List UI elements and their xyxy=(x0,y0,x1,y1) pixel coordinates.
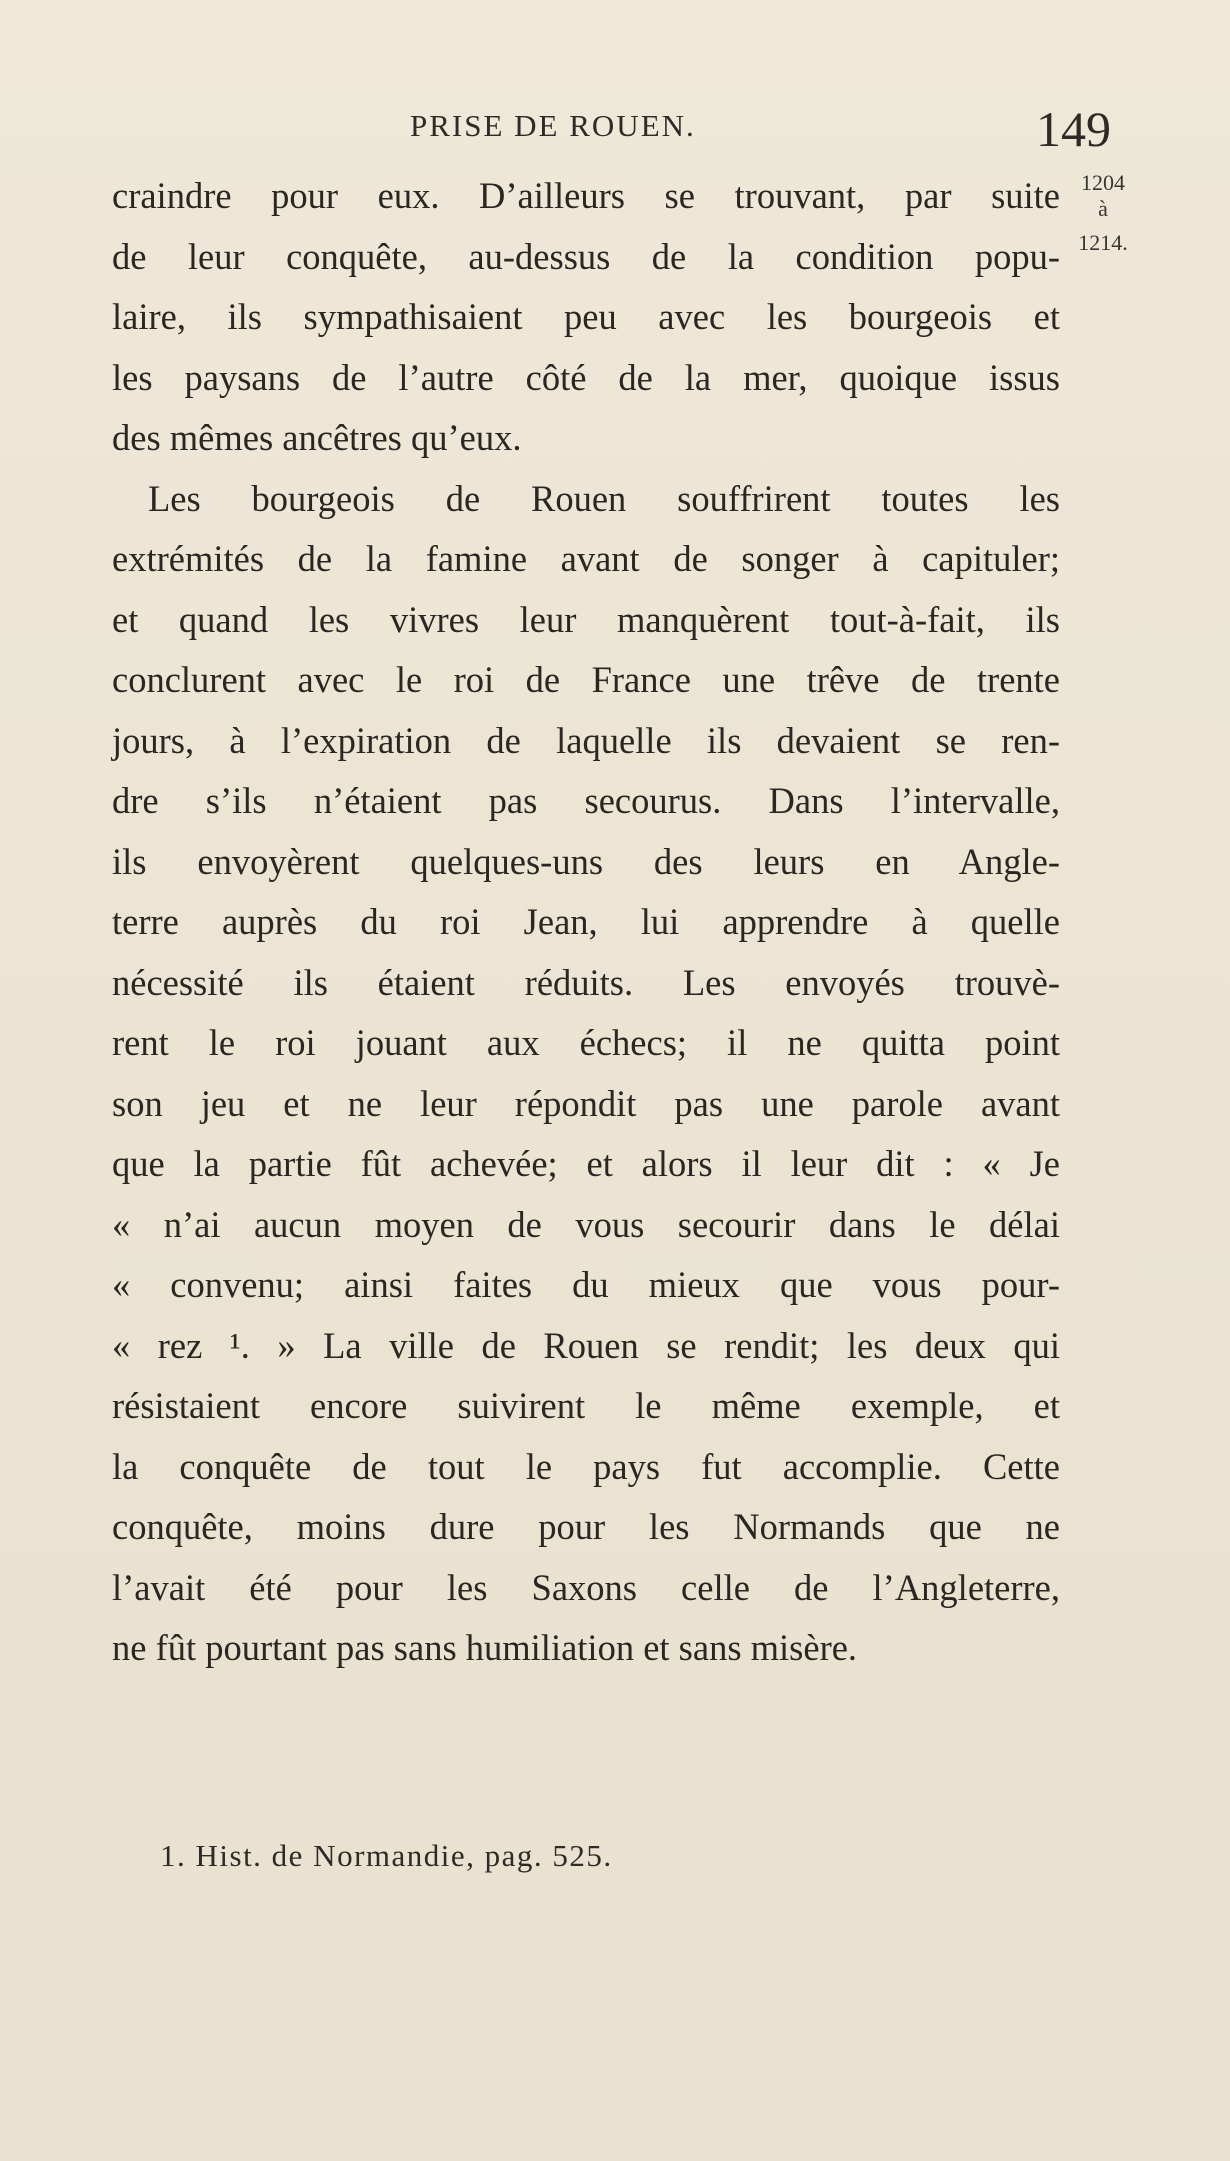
text-line-8: et quand les vivres leur manquèrent tout-à-fait, ils xyxy=(112,598,1060,640)
text-line-16: son jeu et ne leur répondit pas une parole avant xyxy=(112,1082,1060,1124)
running-title: PRISE DE ROUEN. xyxy=(410,108,696,143)
text-line-3: laire, ils sympathisaient peu avec les bourgeois et xyxy=(112,296,1060,337)
text-line-21: résistaient encore suivirent le même exemple, et xyxy=(112,1385,1060,1426)
text-line-22: la conquête de tout le pays fut accomplie. Cette xyxy=(112,1445,1060,1487)
text-line-10: jours, à l’expiration de laquelle ils devaient se ren- xyxy=(112,719,1060,761)
text-line-19: « convenu; ainsi faites du mieux que vous pour- xyxy=(112,1264,1060,1305)
page-number: 149 xyxy=(1036,101,1111,157)
text-line-23: conquête, moins dure pour les Normands que ne xyxy=(112,1506,1060,1547)
margin-date-end: 1214. xyxy=(1078,230,1128,255)
text-line-11: dre s’ils n’étaient pas secourus. Dans l’intervalle, xyxy=(112,780,1060,821)
text-line-7: extrémités de la famine avant de songer à capituler; xyxy=(112,538,1060,579)
text-line-24: l’avait été pour les Saxons celle de l’Angleterre, xyxy=(112,1566,1060,1608)
text-line-25: ne fût pourtant pas sans humiliation et sans misère. xyxy=(112,1627,858,1668)
text-line-2: de leur conquête, au-dessus de la condition popu- xyxy=(112,235,1060,277)
text-line-14: nécessité ils étaient réduits. Les envoyés trouvè- xyxy=(112,961,1060,1003)
text-line-5: des mêmes ancêtres qu’eux. xyxy=(112,417,522,458)
text-line-9: conclurent avec le roi de France une trêve de trente xyxy=(112,659,1060,700)
text-line-12: ils envoyèrent quelques-uns des leurs en Angle- xyxy=(112,840,1060,882)
text-line-13: terre auprès du roi Jean, lui apprendre à quelle xyxy=(112,901,1060,942)
text-line-18: « n’ai aucun moyen de vous secourir dans le délai xyxy=(112,1203,1060,1245)
margin-date-start: 1204 xyxy=(1081,170,1125,195)
text-line-4: les paysans de l’autre côté de la mer, quoique issus xyxy=(112,356,1060,398)
footnote: 1. Hist. de Normandie, pag. 525. xyxy=(160,1838,613,1873)
margin-date-separator: à xyxy=(1098,196,1108,221)
text-line-17: que la partie fût achevée; et alors il leur dit : « Je xyxy=(112,1143,1060,1184)
text-line-15: rent le roi jouant aux échecs; il ne quitta point xyxy=(112,1022,1060,1063)
text-line-20: « rez ¹. » La ville de Rouen se rendit; les deux qui xyxy=(112,1324,1060,1366)
text-line-6: Les bourgeois de Rouen souffrirent toutes les xyxy=(148,477,1060,519)
text-line-1: craindre pour eux. D’ailleurs se trouvant, par suite xyxy=(112,175,1060,216)
body-text xyxy=(112,166,1060,1679)
